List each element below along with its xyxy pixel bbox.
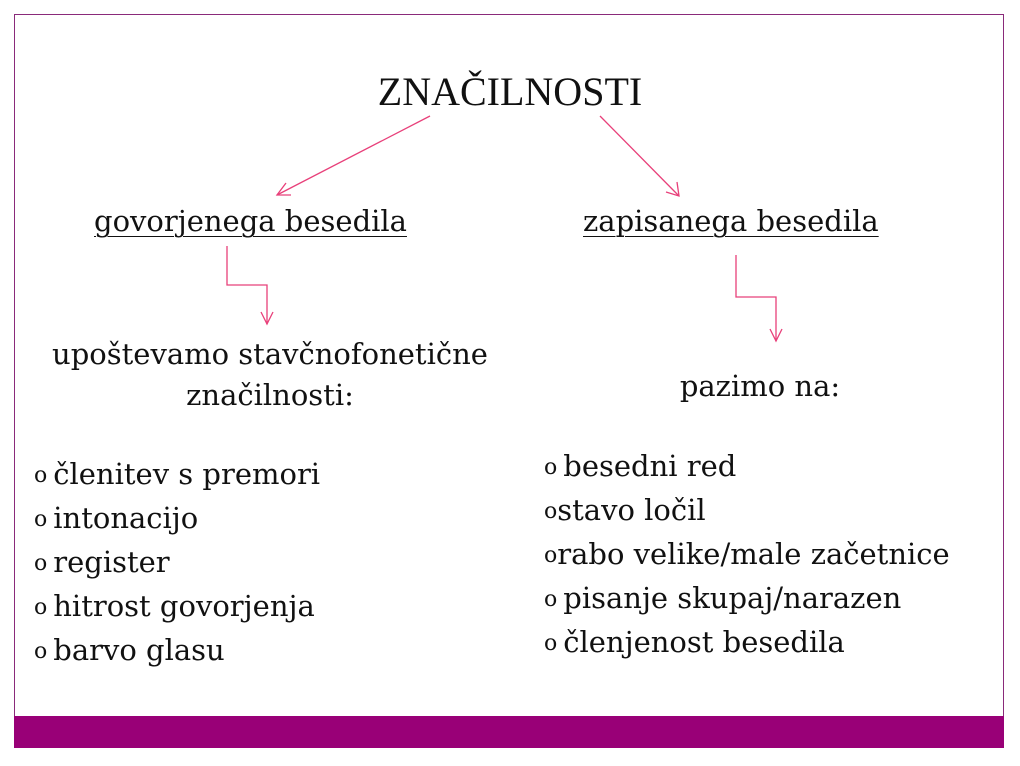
list-item: o členjenost besedila <box>544 625 845 659</box>
bullet-icon: o <box>34 551 48 576</box>
arrow-right-elbow <box>736 255 776 341</box>
bullet-icon: o <box>544 499 558 524</box>
left-subheading-line1: upoštevamo stavčnofonetične <box>52 337 488 371</box>
footer-band <box>14 716 1004 748</box>
bullet-icon: o <box>544 587 558 612</box>
list-item: ostavo ločil <box>544 493 706 527</box>
list-item: o barvo glasu <box>34 633 225 667</box>
list-item: o hitrost govorjenja <box>34 589 315 623</box>
bullet-icon: o <box>544 455 558 480</box>
list-item: o pisanje skupaj/narazen <box>544 581 902 615</box>
list-item: o besedni red <box>544 449 737 483</box>
list-item: o register <box>34 545 170 579</box>
bullet-icon: o <box>34 639 48 664</box>
bullet-icon: o <box>544 543 558 568</box>
left-subheading <box>30 334 510 416</box>
left-heading: govorjenega besedila <box>94 204 407 238</box>
left-subheading-line2: značilnosti: <box>186 378 354 412</box>
bullet-icon: o <box>544 631 558 656</box>
right-heading: zapisanega besedila <box>583 204 879 238</box>
arrow-title-to-right <box>600 116 679 196</box>
bullet-icon: o <box>34 595 48 620</box>
left-feature-list <box>34 454 320 674</box>
list-item: o členitev s premori <box>34 457 321 491</box>
slide-title: ZNAČILNOSTI <box>377 69 643 114</box>
arrow-title-to-left <box>277 116 430 195</box>
bullet-icon: o <box>34 507 48 532</box>
right-feature-list <box>544 446 950 666</box>
list-item: o intonacijo <box>34 501 199 535</box>
bullet-icon: o <box>34 463 48 488</box>
list-item: orabo velike/male začetnice <box>544 537 950 571</box>
right-subheading: pazimo na: <box>679 369 841 403</box>
